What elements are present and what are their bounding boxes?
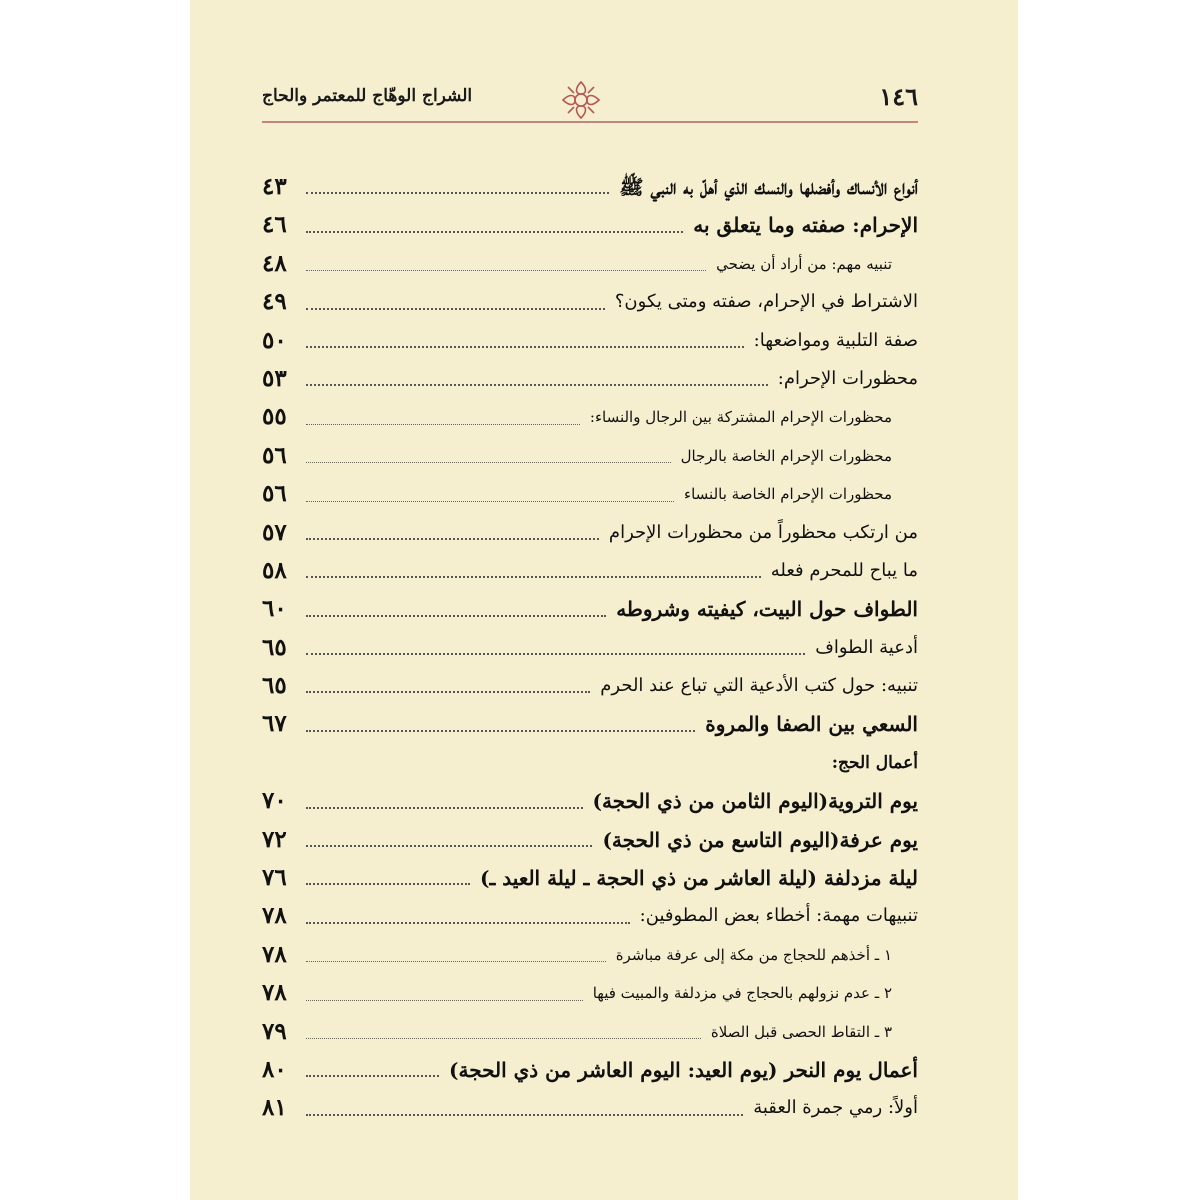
toc-entry-page: ٧٨ (262, 940, 287, 968)
dot-leader (306, 961, 606, 962)
toc-entry-page: ٨٠ (262, 1055, 287, 1083)
dot-leader (306, 922, 630, 924)
toc-entry-page: ٧٠ (262, 787, 287, 815)
toc-entry-title: محظورات الإحرام: (777, 367, 918, 389)
toc-entry-title: يوم التروية(اليوم الثامن من ذي الحجة) (592, 789, 918, 814)
toc-entry-title: أعمال الحج: (831, 752, 918, 773)
toc-entry-page: ٧٨ (262, 902, 287, 930)
toc-entry-title: أولاً: رمي جمرة العقبة (753, 1097, 918, 1119)
toc-entry-page: ٦٧ (262, 710, 287, 738)
toc-entry-page: ٧٩ (262, 1017, 287, 1045)
dot-leader (306, 538, 599, 540)
toc-entry-page: ٥٨ (262, 556, 287, 584)
book-title: الشراج الوهّاج للمعتمر والحاج (262, 86, 473, 106)
toc-entry (262, 206, 918, 244)
toc-entry-title: الاشتراط في الإحرام، صفته ومتى يكون؟ (614, 291, 918, 313)
toc-entry-page: ٦٠ (262, 595, 287, 623)
toc-entry-page: ٥٦ (262, 480, 287, 508)
dot-leader (306, 462, 671, 463)
page-header (262, 72, 918, 126)
dot-leader (306, 192, 609, 194)
toc-entry-title: تنبيه مهم: من أراد أن يضحي (716, 254, 892, 273)
toc-entry (262, 552, 918, 590)
toc-entry (262, 322, 918, 360)
toc-entry-title: محظورات الإحرام المشتركة بين الرجال والنساء: (589, 408, 892, 427)
toc-entry-title: محظورات الإحرام الخاصة بالرجال (680, 446, 892, 465)
toc-entry-page: ٥٦ (262, 441, 287, 469)
dot-leader (306, 346, 744, 348)
dot-leader (306, 1075, 439, 1077)
dot-leader (306, 231, 683, 233)
toc-entry (262, 667, 918, 705)
toc-entry-page: ٦٥ (262, 672, 287, 700)
toc-entry-page: ٤٨ (262, 249, 287, 277)
table-of-contents (262, 168, 918, 1128)
dot-leader (306, 270, 706, 271)
toc-entry-page: ٥٣ (262, 364, 287, 392)
toc-entry (262, 705, 918, 743)
toc-entry-page: ٦٥ (262, 633, 287, 661)
dot-leader (306, 691, 590, 693)
dot-leader (306, 424, 580, 425)
toc-entry-title: تنبيه: حول كتب الأدعية التي تباع عند الحرم (600, 675, 918, 697)
toc-entry (262, 514, 918, 552)
toc-entry (262, 245, 918, 283)
toc-entry-page: ٤٩ (262, 288, 287, 316)
toc-entry-page: ٥٧ (262, 518, 287, 546)
toc-entry (262, 821, 918, 859)
toc-entry-page: ٧٨ (262, 979, 287, 1007)
page-number: ١٤٦ (879, 82, 918, 111)
toc-entry-page: ٨١ (262, 1094, 287, 1122)
toc-entry (262, 1013, 918, 1051)
dot-leader (306, 501, 674, 502)
dot-leader (306, 384, 768, 386)
toc-entry-title: أدعية الطواف (815, 636, 918, 658)
toc-entry-page: ٤٦ (262, 211, 287, 239)
toc-entry (262, 360, 918, 398)
dot-leader (306, 730, 695, 732)
dot-leader (306, 807, 583, 809)
dot-leader (306, 1038, 701, 1039)
toc-entry-title: ما يباح للمحرم فعله (770, 559, 918, 581)
toc-entry-page: ٧٦ (262, 864, 287, 892)
toc-entry (262, 283, 918, 321)
toc-entry-title: ٣ ـ التقاط الحصى قبل الصلاة (710, 1022, 892, 1041)
toc-entry-title: أنواع الأنساك وأفضلها والنسك الذي أهلّ به النبي ﷺ (619, 174, 918, 199)
dot-leader (306, 883, 470, 885)
toc-entry (262, 1051, 918, 1089)
toc-entry (262, 1089, 918, 1127)
toc-entry (262, 398, 918, 436)
dot-leader (306, 1114, 743, 1116)
toc-entry-title: السعي بين الصفا والمروة (705, 712, 918, 737)
toc-entry-page: ٥٥ (262, 403, 287, 431)
toc-entry (262, 859, 918, 897)
toc-entry-title: الإحرام: صفته وما يتعلق به (693, 213, 918, 238)
dot-leader (306, 653, 805, 655)
dot-leader (306, 1000, 583, 1001)
toc-entry (262, 744, 918, 782)
toc-entry (262, 629, 918, 667)
dot-leader (306, 845, 592, 847)
toc-entry-title: محظورات الإحرام الخاصة بالنساء (684, 485, 892, 504)
toc-entry (262, 475, 918, 513)
toc-entry-title: الطواف حول البيت، كيفيته وشروطه (616, 597, 918, 622)
toc-entry-title: صفة التلبية ومواضعها: (753, 329, 918, 351)
toc-entry-page: ٧٢ (262, 825, 287, 853)
header-divider (262, 121, 918, 123)
toc-entry-page: ٥٠ (262, 326, 287, 354)
toc-entry (262, 437, 918, 475)
toc-entry (262, 974, 918, 1012)
toc-entry-title: ١ ـ أخذهم للحجاج من مكة إلى عرفة مباشرة (615, 945, 892, 964)
toc-entry (262, 936, 918, 974)
toc-entry-title: ٢ ـ عدم نزولهم بالحجاج في مزدلفة والمبيت فيها (592, 984, 892, 1003)
dot-leader (306, 615, 606, 617)
toc-entry-title: تنبيهات مهمة: أخطاء بعض المطوفين: (639, 905, 918, 927)
floral-ornament-icon (559, 78, 603, 122)
toc-entry-title: أعمال يوم النحر (يوم العيد: اليوم العاشر من ذي الحجة) (449, 1057, 918, 1082)
toc-entry (262, 168, 918, 206)
dot-leader (306, 308, 605, 310)
toc-entry-title: ليلة مزدلفة (ليلة العاشر من ذي الحجة ـ ليلة العيد ـ) (480, 866, 918, 891)
toc-entry (262, 782, 918, 820)
toc-entry-title: من ارتكب محظوراً من محظورات الإحرام (608, 521, 918, 543)
dot-leader (306, 576, 761, 578)
toc-entry (262, 897, 918, 935)
toc-entry-page: ٤٣ (262, 172, 287, 200)
toc-entry-title: يوم عرفة(اليوم التاسع من ذي الحجة) (602, 827, 918, 852)
toc-entry (262, 590, 918, 628)
